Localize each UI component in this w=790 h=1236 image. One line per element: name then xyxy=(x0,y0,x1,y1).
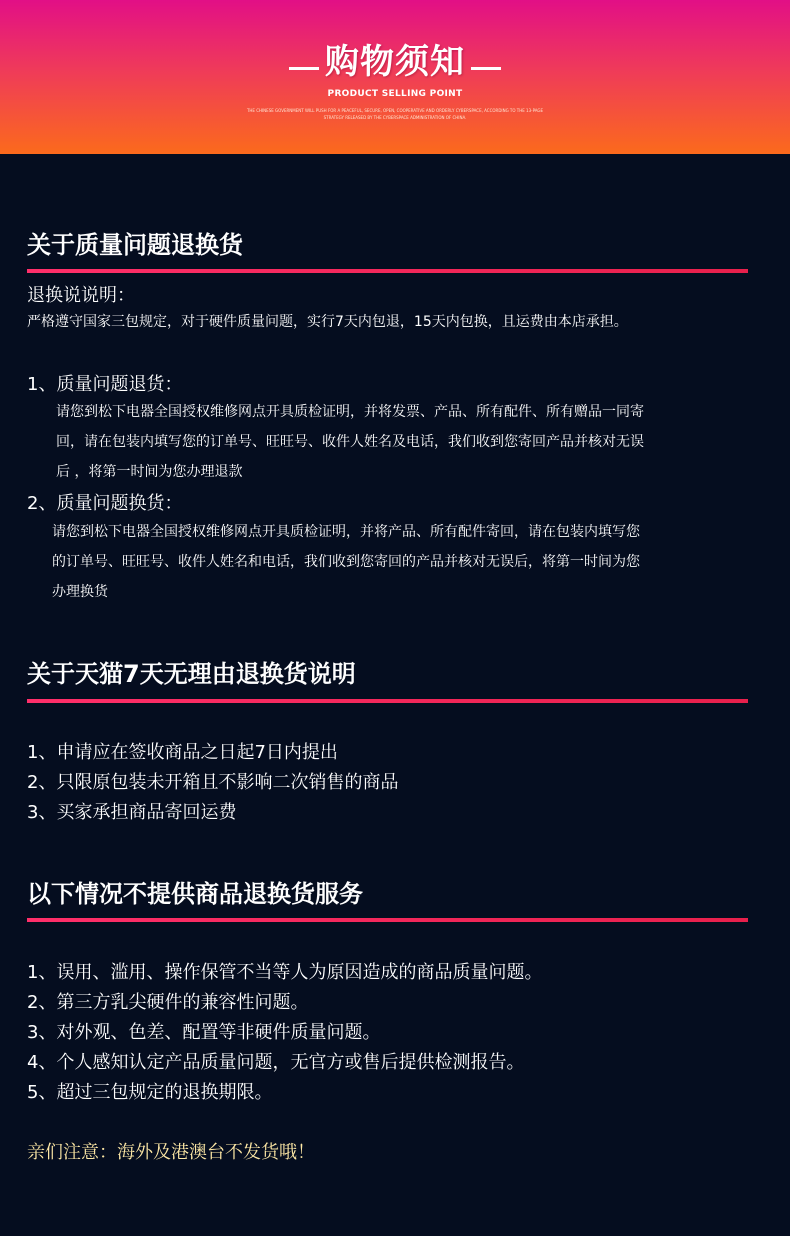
shipping-notice: 亲们注意：海外及港澳台不发货哦！ xyxy=(27,1142,315,1163)
header-banner xyxy=(0,0,790,154)
item-text-line: 的订单号、旺旺号、收件人姓名和电话，我们收到您寄回的产品并核对无误后，将第一时间为您 xyxy=(52,554,640,570)
item-text-line: 请您到松下电器全国授权维修网点开具质检证明，并将发票、产品、所有配件、所有赠品一同寄 xyxy=(56,404,644,420)
list-item: 3、对外观、色差、配置等非硬件质量问题。 xyxy=(27,1022,381,1043)
section-title-tmall-7day: 关于天猫7天无理由退换货说明 xyxy=(27,660,356,688)
right-dash-decoration xyxy=(471,67,501,70)
section-divider xyxy=(27,918,748,922)
item-text-line: 请您到松下电器全国授权维修网点开具质检证明，并将产品、所有配件寄回，请在包装内填写您 xyxy=(52,524,640,540)
list-item: 1、误用、滥用、操作保管不当等人为原因造成的商品质量问题。 xyxy=(27,962,543,983)
item-heading-exchange: 2、质量问题换货： xyxy=(27,493,183,514)
banner-title: 购物须知 xyxy=(325,42,465,82)
intro-text: 严格遵守国家三包规定，对于硬件质量问题，实行7天内包退，15天内包换，且运费由本店承担。 xyxy=(27,314,628,330)
banner-subtitle: PRODUCT SELLING POINT xyxy=(327,89,463,99)
section-divider xyxy=(27,699,748,703)
item-text-line: 回，请在包装内填写您的订单号、旺旺号、收件人姓名及电话，我们收到您寄回产品并核对无误 xyxy=(56,434,644,450)
item-heading-return: 1、质量问题退货： xyxy=(27,374,183,395)
list-item: 2、只限原包装未开箱且不影响二次销售的商品 xyxy=(27,772,399,793)
list-item: 1、申请应在签收商品之日起7日内提出 xyxy=(27,742,338,763)
left-dash-decoration xyxy=(289,67,319,70)
section-title-quality-return: 关于质量问题退换货 xyxy=(27,231,243,259)
intro-label: 退换说说明： xyxy=(27,285,135,306)
section-divider xyxy=(27,269,748,273)
item-text-line: 办理换货 xyxy=(52,584,108,600)
list-item: 3、买家承担商品寄回运费 xyxy=(27,802,237,823)
list-item: 4、个人感知认定产品质量问题，无官方或售后提供检测报告。 xyxy=(27,1052,525,1073)
list-item: 5、超过三包规定的退换期限。 xyxy=(27,1082,273,1103)
banner-title-row xyxy=(0,40,790,84)
list-item: 2、第三方乳尖硬件的兼容性问题。 xyxy=(27,992,309,1013)
banner-fine-print: STRATEGY RELEASED BY THE CYBERSPACE ADMINISTRATION OF CHINA. xyxy=(323,115,467,120)
banner-fine-print: THE CHINESE GOVERNMENT WILL PUSH FOR A PEACEFUL, SECURE, OPEN, COOPERATIVE AND ORDERLY CYBERSPACE, ACCORDING TO THE 13-PAGE xyxy=(246,108,544,113)
item-text-line: 后 ，将第一时间为您办理退款 xyxy=(56,464,243,480)
section-title-no-return: 以下情况不提供商品退换货服务 xyxy=(27,880,363,908)
